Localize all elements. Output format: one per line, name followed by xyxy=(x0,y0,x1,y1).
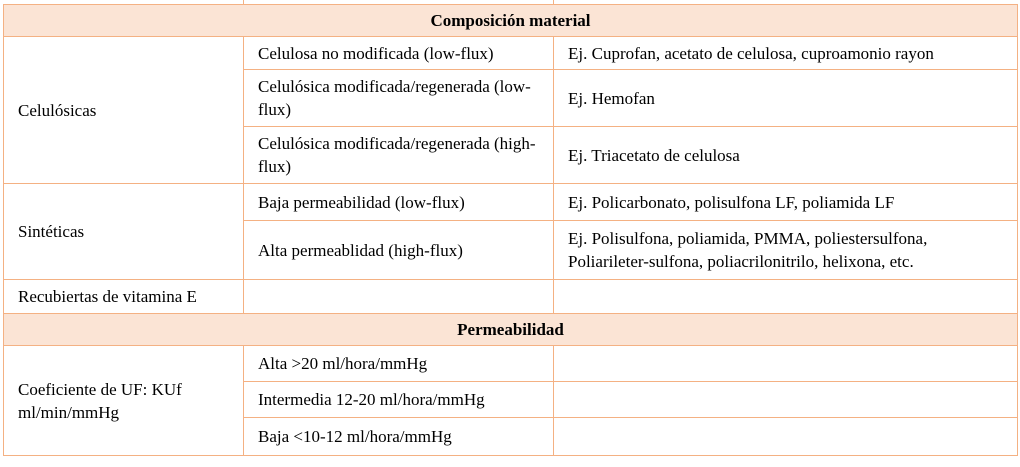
section-header-row xyxy=(4,314,1018,346)
table-row xyxy=(4,37,1018,70)
empty-cell xyxy=(554,346,1018,382)
permeability-value-cell: Intermedia 12-20 ml/hora/mmHg xyxy=(244,382,554,418)
empty-cell xyxy=(554,280,1018,314)
empty-cell xyxy=(554,418,1018,456)
membrane-type-cell: Celulósica modificada/regenerada (low-flux) xyxy=(244,70,554,127)
example-cell: Ej. Cuprofan, acetato de celulosa, cuproamonio rayon xyxy=(554,37,1018,70)
permeability-value-cell: Alta >20 ml/hora/mmHg xyxy=(244,346,554,382)
example-cell: Ej. Polisulfona, poliamida, PMMA, poliestersulfona, Poliarileter-sulfona, poliacrilonitrilo, helixona, etc. xyxy=(554,221,1018,280)
table-row xyxy=(4,184,1018,221)
membrane-type-cell: Celulosa no modificada (low-flux) xyxy=(244,37,554,70)
membrane-type-cell: Alta permeablidad (high-flux) xyxy=(244,221,554,280)
permeability-value-cell: Baja <10-12 ml/hora/mmHg xyxy=(244,418,554,456)
section-title-permeabilidad: Permeabilidad xyxy=(4,314,1018,346)
empty-cell xyxy=(554,382,1018,418)
group-label-celulosicas: Celulósicas xyxy=(4,37,244,184)
section-title-composicion: Composición material xyxy=(4,5,1018,37)
example-cell: Ej. Triacetato de celulosa xyxy=(554,127,1018,184)
table-row xyxy=(4,346,1018,382)
membrane-type-cell: Celulósica modificada/regenerada (high-flux) xyxy=(244,127,554,184)
group-label-coeficiente: Coeficiente de UF: KUf ml/min/mmHg xyxy=(4,346,244,456)
section-header-row xyxy=(4,5,1018,37)
empty-cell xyxy=(244,280,554,314)
example-cell: Ej. Policarbonato, polisulfona LF, poliamida LF xyxy=(554,184,1018,221)
membrane-type-cell: Baja permeabilidad (low-flux) xyxy=(244,184,554,221)
example-cell: Ej. Hemofan xyxy=(554,70,1018,127)
membrane-classification-table xyxy=(3,4,1018,456)
group-label-sinteticas: Sintéticas xyxy=(4,184,244,280)
group-label-vitamina: Recubiertas de vitamina E xyxy=(4,280,244,314)
table-row xyxy=(4,280,1018,314)
